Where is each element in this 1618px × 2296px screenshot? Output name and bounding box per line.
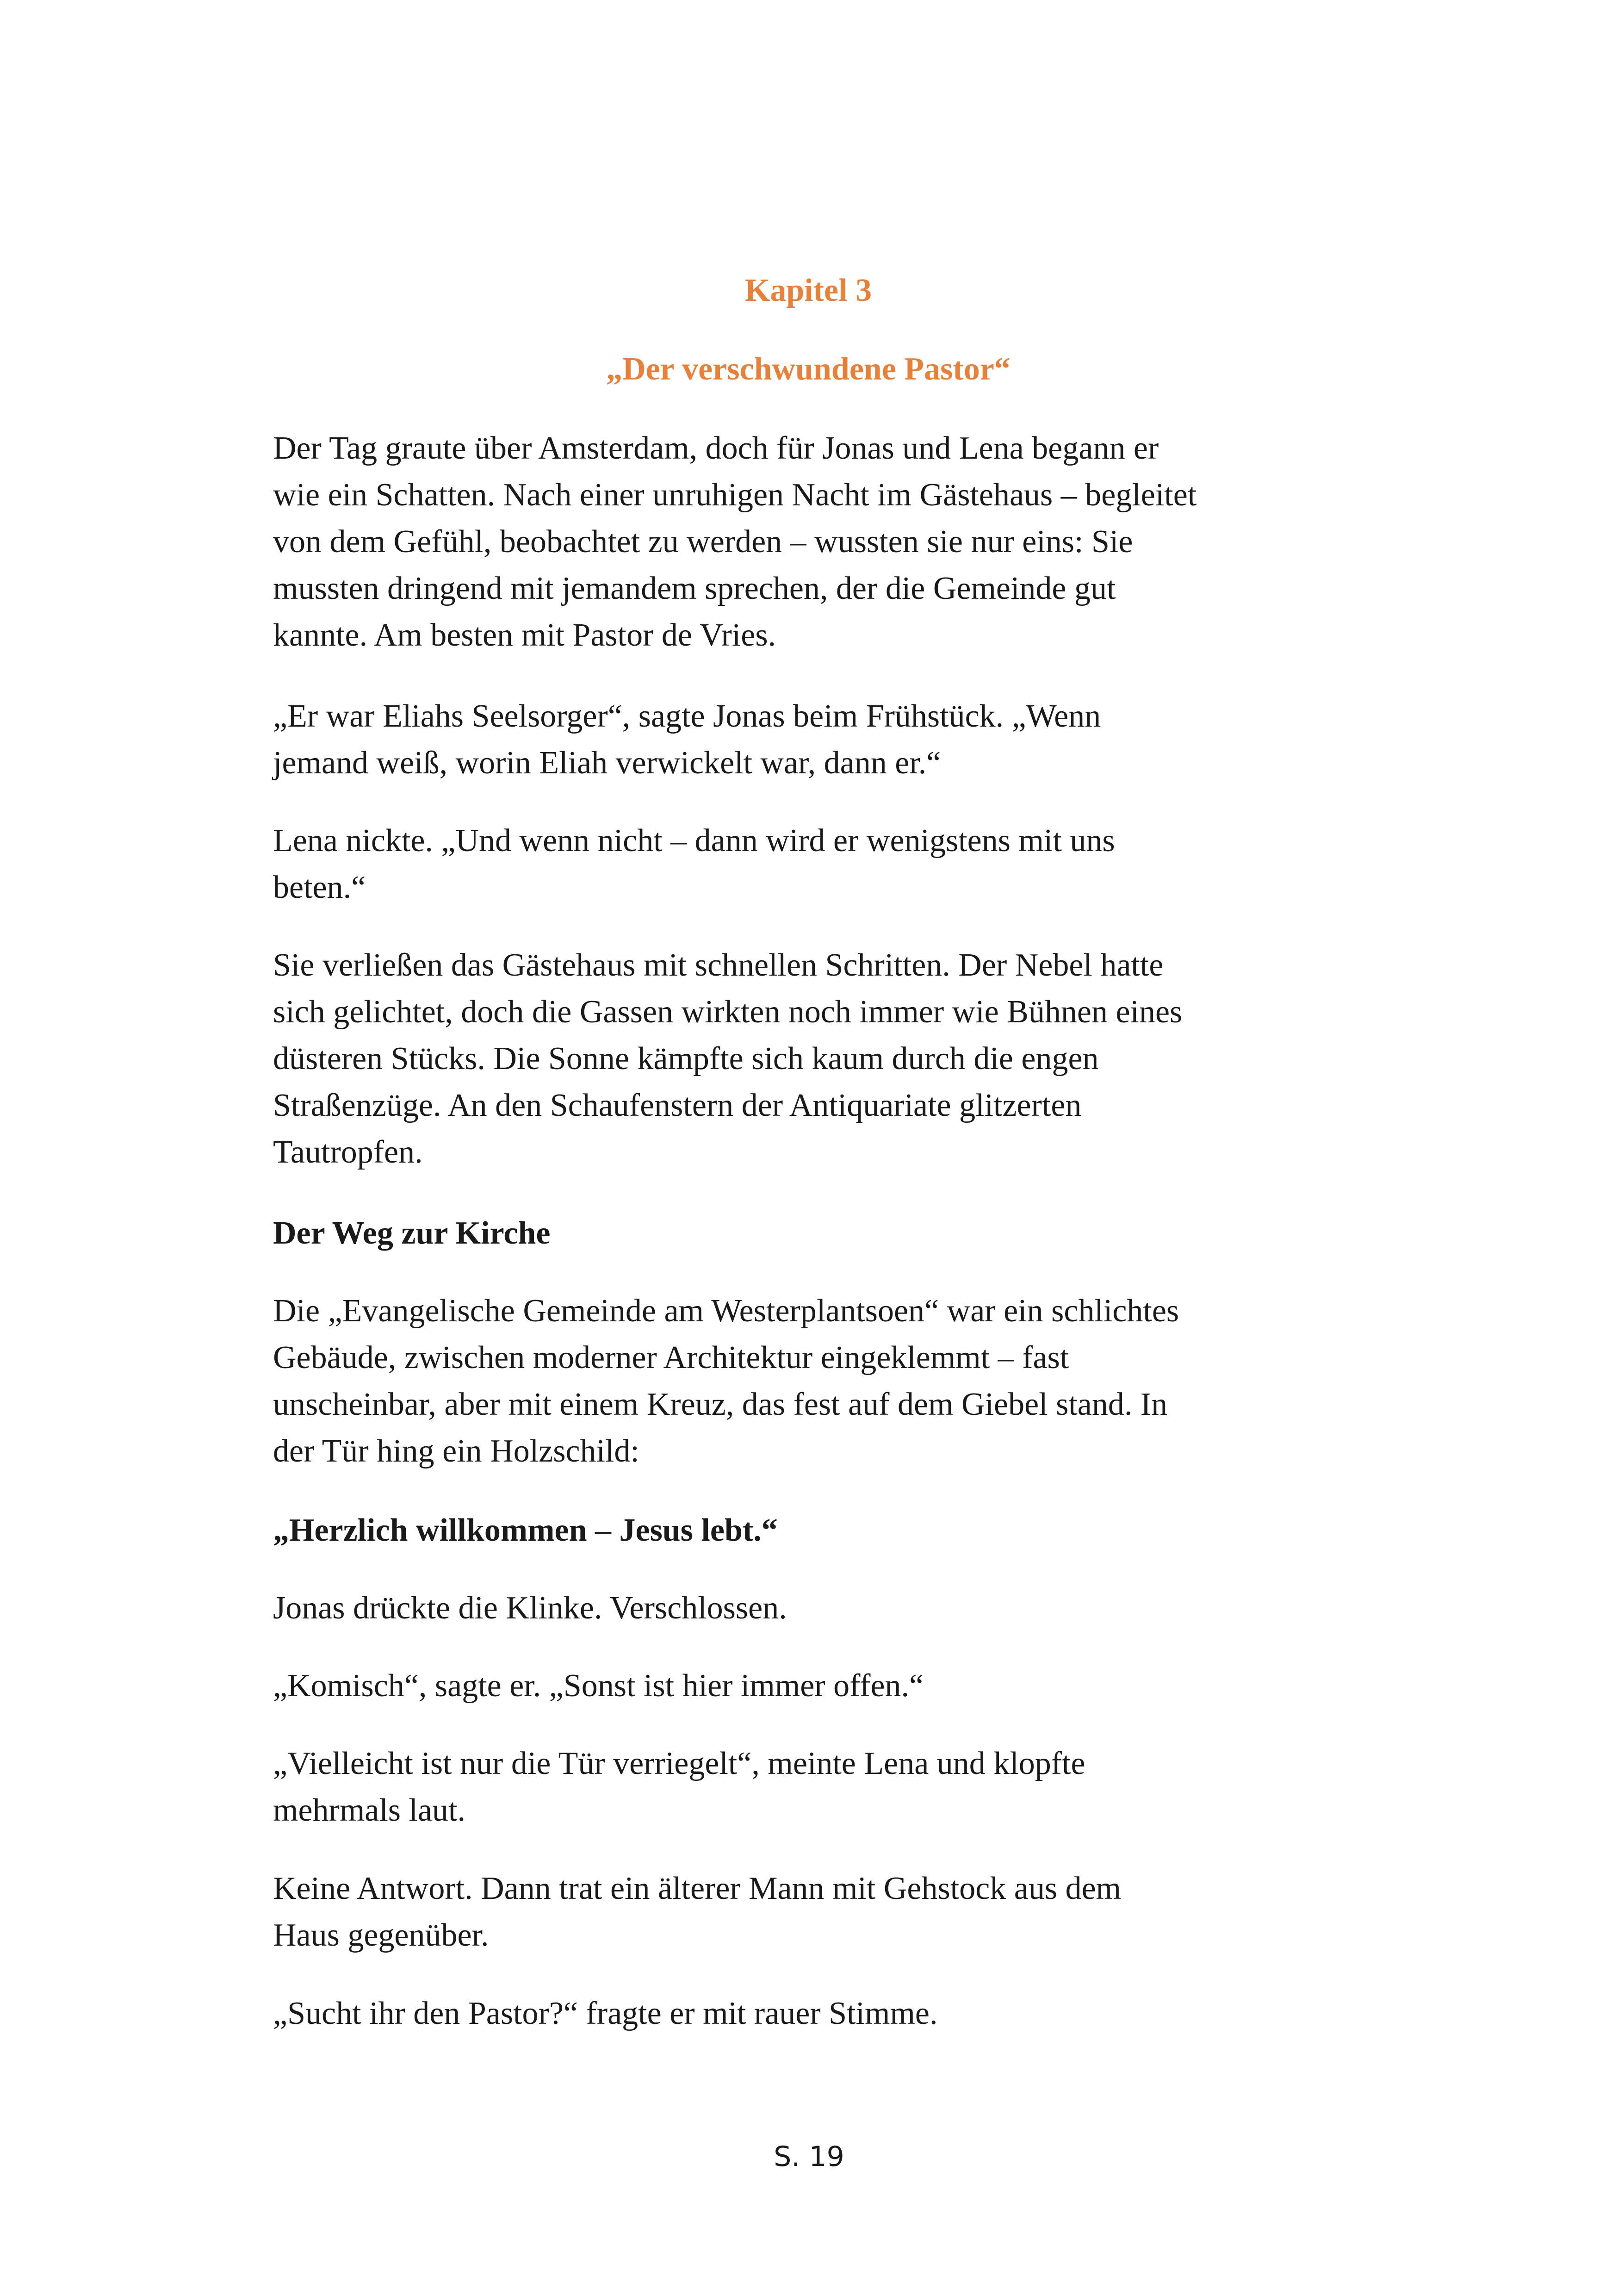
paragraph-line: kannte. Am besten mit Pastor de Vries. bbox=[273, 617, 776, 653]
paragraph-10 bbox=[273, 1990, 1351, 2037]
paragraph-3 bbox=[273, 817, 1351, 911]
paragraph-line: Sie verließen das Gästehaus mit schnellen Schritten. Der Nebel hatte bbox=[273, 947, 1164, 983]
section-heading: Der Weg zur Kirche bbox=[273, 1215, 551, 1251]
paragraph-line: Straßenzüge. An den Schaufenstern der Antiquariate glitzerten bbox=[273, 1088, 1082, 1123]
paragraph-line: düsteren Stücks. Die Sonne kämpfte sich kaum durch die engen bbox=[273, 1041, 1099, 1076]
paragraph-line: von dem Gefühl, beobachtet zu werden – wussten sie nur eins: Sie bbox=[273, 524, 1133, 560]
paragraph-line: beten.“ bbox=[273, 870, 366, 905]
paragraph-6 bbox=[273, 1585, 1351, 1631]
paragraph-line: unscheinbar, aber mit einem Kreuz, das fest auf dem Giebel stand. In bbox=[273, 1387, 1168, 1422]
paragraph-4 bbox=[273, 942, 1351, 1176]
paragraph-line: sich gelichtet, doch die Gassen wirkten noch immer wie Bühnen eines bbox=[273, 994, 1183, 1030]
paragraph-line: wie ein Schatten. Nach einer unruhigen Nacht im Gästehaus – begleitet bbox=[273, 477, 1197, 513]
paragraph-line: „Sucht ihr den Pastor?“ fragte er mit rauer Stimme. bbox=[273, 1996, 938, 2031]
sign-text: „Herzlich willkommen – Jesus lebt.“ bbox=[273, 1512, 778, 1548]
paragraph-1 bbox=[273, 425, 1351, 659]
paragraph-line: Gebäude, zwischen moderner Architektur eingeklemmt – fast bbox=[273, 1340, 1069, 1375]
paragraph-line: jemand weiß, worin Eliah verwickelt war, dann er.“ bbox=[273, 745, 941, 781]
paragraph-line: Lena nickte. „Und wenn nicht – dann wird er wenigstens mit uns bbox=[273, 823, 1115, 859]
paragraph-8 bbox=[273, 1740, 1351, 1834]
paragraph-line: Jonas drückte die Klinke. Verschlossen. bbox=[273, 1590, 787, 1626]
paragraph-line: mussten dringend mit jemandem sprechen, der die Gemeinde gut bbox=[273, 571, 1116, 606]
paragraph-line: „Vielleicht ist nur die Tür verriegelt“, meinte Lena und klopfte bbox=[273, 1746, 1085, 1781]
chapter-title: „Der verschwundene Pastor“ bbox=[606, 351, 1010, 387]
paragraph-line: mehrmals laut. bbox=[273, 1792, 466, 1828]
paragraph-line: Tautropfen. bbox=[273, 1134, 423, 1170]
chapter-label: Kapitel 3 bbox=[744, 273, 872, 308]
paragraph-9 bbox=[273, 1865, 1351, 1959]
paragraph-line: Der Tag graute über Amsterdam, doch für Jonas und Lena begann er bbox=[273, 430, 1159, 466]
paragraph-5 bbox=[273, 1288, 1351, 1475]
paragraph-line: Die „Evangelische Gemeinde am Westerplantsoen“ war ein schlichtes bbox=[273, 1293, 1179, 1329]
paragraph-line: der Tür hing ein Holzschild: bbox=[273, 1433, 639, 1469]
paragraph-7 bbox=[273, 1662, 1351, 1709]
paragraph-line: Keine Antwort. Dann trat ein älterer Mann mit Gehstock aus dem bbox=[273, 1871, 1122, 1906]
paragraph-line: Haus gegenüber. bbox=[273, 1917, 489, 1953]
paragraph-line: „Komisch“, sagte er. „Sonst ist hier immer offen.“ bbox=[273, 1668, 924, 1704]
paragraph-line: „Er war Eliahs Seelsorger“, sagte Jonas beim Frühstück. „Wenn bbox=[273, 698, 1101, 734]
paragraph-2 bbox=[273, 693, 1351, 786]
page-number: S. 19 bbox=[774, 2140, 844, 2173]
